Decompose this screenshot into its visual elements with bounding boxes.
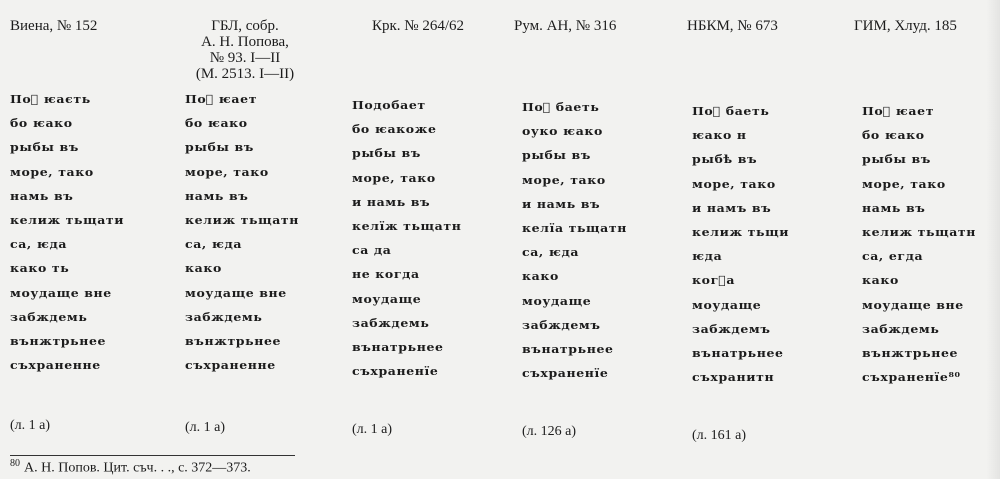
folio-reference: (л. 161 а) bbox=[692, 428, 747, 443]
footnote-divider bbox=[10, 455, 295, 456]
manuscript-line: намь въ bbox=[10, 189, 74, 203]
manuscript-line: вънатрьнее bbox=[692, 346, 784, 360]
manuscript-line: келиж тьщи bbox=[692, 225, 790, 239]
manuscript-line: рыбы въ bbox=[185, 140, 254, 154]
column-header bbox=[10, 18, 97, 34]
manuscript-line: намь въ bbox=[862, 201, 926, 215]
manuscript-line: море, тако bbox=[522, 173, 606, 187]
manuscript-line: не когда bbox=[352, 267, 420, 281]
manuscript-line: како bbox=[862, 273, 899, 287]
manuscript-line: рыбы въ bbox=[522, 148, 591, 162]
column-header-line: (М. 2513. I—II) bbox=[195, 66, 295, 82]
column-header-line: Крк. № 264/62 bbox=[372, 18, 465, 34]
manuscript-line: когᷓа bbox=[692, 273, 736, 287]
manuscript-line: келиж тьщати bbox=[10, 213, 125, 227]
folio-reference: (л. 1 а) bbox=[352, 422, 393, 437]
manuscript-line: ѥако н bbox=[692, 128, 747, 142]
manuscript-line: бо ѥако bbox=[10, 116, 73, 130]
manuscript-line: вънатрьнее bbox=[352, 340, 444, 354]
manuscript-line: и намь въ bbox=[522, 197, 601, 211]
manuscript-line: Поᷠ ѥает bbox=[185, 92, 258, 106]
manuscript-line: рыбы въ bbox=[10, 140, 79, 154]
manuscript-line: бо ѥако bbox=[185, 116, 248, 130]
manuscript-line: съхраненне bbox=[10, 358, 101, 372]
manuscript-line: море, тако bbox=[862, 177, 946, 191]
manuscript-line: моудаще вне bbox=[10, 286, 112, 300]
column-header-line: ГБЛ, собр. bbox=[211, 18, 279, 34]
manuscript-line: келїж тьщатн bbox=[352, 219, 462, 233]
manuscript-line: забждемь bbox=[862, 322, 940, 336]
manuscript-line: са, егда bbox=[862, 249, 924, 263]
manuscript-line: како ть bbox=[10, 261, 70, 275]
manuscript-line: море, тако bbox=[692, 177, 776, 191]
manuscript-line: моудаще bbox=[352, 292, 422, 306]
manuscript-line: и намъ въ bbox=[692, 201, 772, 215]
manuscript-line: съхранитн bbox=[692, 370, 775, 384]
manuscript-line: забждемь bbox=[352, 316, 430, 330]
page-edge-shadow bbox=[986, 0, 1000, 479]
manuscript-line: са, ѥда bbox=[185, 237, 243, 251]
footnote bbox=[10, 458, 251, 477]
manuscript-line: Поᷠ ѥает bbox=[862, 104, 935, 118]
column-header-line: НБКМ, № 673 bbox=[687, 18, 778, 34]
manuscript-line: келиж тьщатн bbox=[185, 213, 299, 227]
manuscript-line: забждемъ bbox=[692, 322, 771, 336]
manuscript-line: бо ѥакоже bbox=[352, 122, 437, 136]
manuscript-line: како bbox=[185, 261, 222, 275]
manuscript-line: Подобает bbox=[352, 98, 426, 112]
manuscript-line: моудаще bbox=[692, 298, 762, 312]
manuscript-line: моудаще вне bbox=[185, 286, 287, 300]
manuscript-line: моудаще bbox=[522, 294, 592, 308]
manuscript-line: намь въ bbox=[185, 189, 249, 203]
manuscript-line: Поᷠ баеть bbox=[692, 104, 770, 118]
manuscript-line: вънжтрьнее bbox=[185, 334, 282, 348]
column-header-line: А. Н. Попова, bbox=[201, 34, 289, 50]
manuscript-line: забждемь bbox=[185, 310, 263, 324]
footnote-text: А. Н. Попов. Цит. съч. . ., с. 372—373. bbox=[24, 460, 251, 476]
manuscript-line: съхраненне bbox=[185, 358, 276, 372]
manuscript-line: съхраненїе bbox=[352, 364, 439, 378]
manuscript-line: рыбѣ въ bbox=[692, 152, 758, 166]
manuscript-line: келиж тьщатн bbox=[862, 225, 976, 239]
manuscript-line: море, тако bbox=[10, 165, 94, 179]
manuscript-line: како bbox=[522, 269, 559, 283]
manuscript-line: са, ѥда bbox=[522, 245, 580, 259]
manuscript-line: вънжтрьнее bbox=[10, 334, 107, 348]
column-header bbox=[854, 18, 957, 34]
manuscript-line: оуко ѥако bbox=[522, 124, 603, 138]
column-header bbox=[372, 18, 464, 34]
manuscript-line: море, тако bbox=[185, 165, 269, 179]
manuscript-line: са да bbox=[352, 243, 392, 257]
column-header-line: Рум. АН, № 316 bbox=[514, 18, 617, 34]
manuscript-line: рыбы въ bbox=[862, 152, 931, 166]
folio-reference: (л. 1 а) bbox=[185, 420, 226, 435]
manuscript-line: моудаще вне bbox=[862, 298, 964, 312]
manuscript-line: са, ѥда bbox=[10, 237, 68, 251]
manuscript-line: море, тако bbox=[352, 171, 436, 185]
column-header bbox=[180, 18, 310, 82]
folio-reference: (л. 126 а) bbox=[522, 424, 577, 439]
folio-reference: (л. 1 а) bbox=[10, 418, 51, 433]
column-header-line: ГИМ, Хлуд. 185 bbox=[854, 18, 957, 34]
footnote-number: 80 bbox=[10, 458, 20, 469]
column-header bbox=[687, 18, 778, 34]
manuscript-line: забждемь bbox=[10, 310, 88, 324]
manuscript-line: Поᷠ баеть bbox=[522, 100, 600, 114]
manuscript-line: Поᷠ ѥаєть bbox=[10, 92, 91, 106]
manuscript-line: ѥда bbox=[692, 249, 723, 263]
manuscript-line: съхраненїе⁸⁰ bbox=[862, 370, 961, 384]
manuscript-line: забждемъ bbox=[522, 318, 601, 332]
manuscript-line: съхраненїе bbox=[522, 366, 609, 380]
column-header bbox=[514, 18, 616, 34]
column-header-line: Виена, № 152 bbox=[10, 18, 98, 34]
manuscript-line: и намь въ bbox=[352, 195, 431, 209]
manuscript-line: вънатрьнее bbox=[522, 342, 614, 356]
manuscript-line: вънжтрьнее bbox=[862, 346, 959, 360]
manuscript-line: рыбы въ bbox=[352, 146, 421, 160]
manuscript-line: бо ѥако bbox=[862, 128, 925, 142]
column-header-line: № 93. I—II bbox=[209, 50, 281, 66]
manuscript-line: келїа тьщатн bbox=[522, 221, 627, 235]
